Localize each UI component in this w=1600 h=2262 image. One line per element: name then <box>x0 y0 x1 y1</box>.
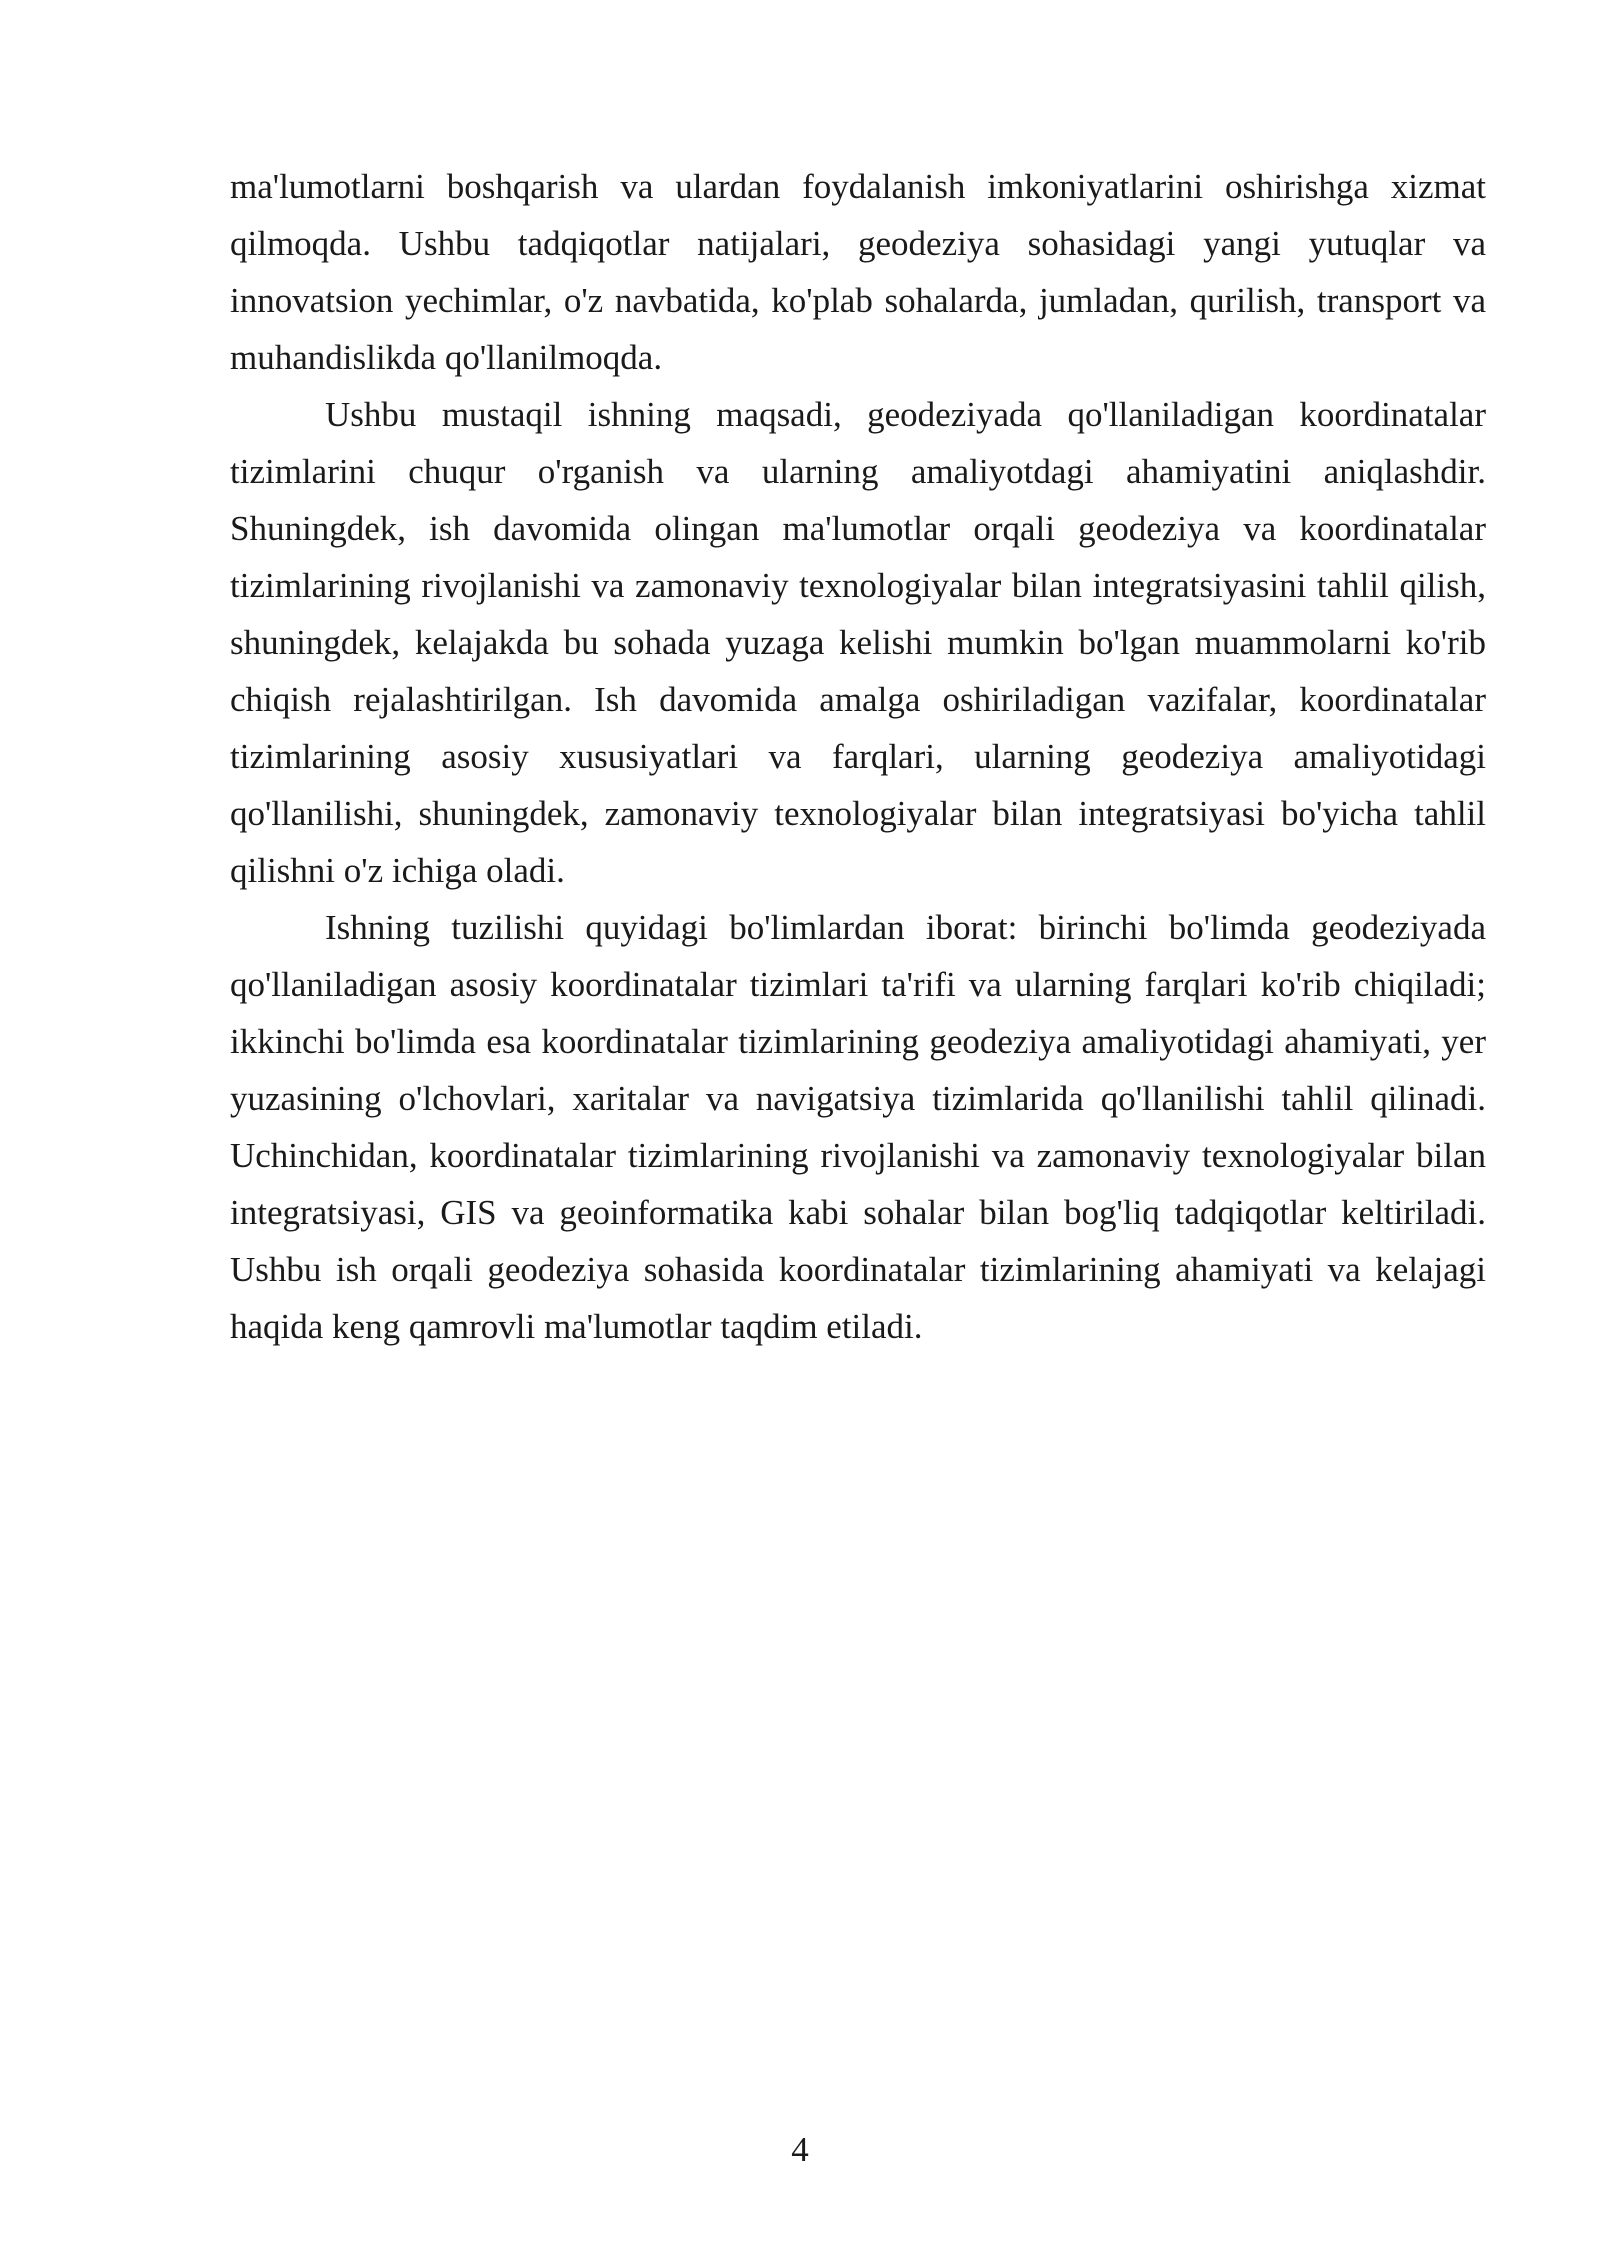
page-number: 4 <box>791 2130 809 2169</box>
paragraph-structure: Ishning tuzilishi quyidagi bo'limlardan iborat: birinchi bo'limda geodeziyada qo'llaniladigan asosiy koordinatalar tizimlari ta'rifi va ularning farqlari ko'rib chiqiladi; ikkinchi bo'limda esa koordinatalar tizimlarining geodeziya amaliyotidagi ahamiyati, yer yuzasining o'lchovlari, xaritalar va navigatsiya tizimlarida qo'llanilishi tahlil qilinadi. Uchinchidan, koordinatalar tizimlarining rivojlanishi va zamonaviy texnologiyalar bilan integratsiyasi, GIS va geoinformatika kabi sohalar bilan bog'liq tadqiqotlar keltiriladi. Ushbu ish orqali geodeziya sohasida koordinatalar tizimlarining ahamiyati va kelajagi haqida keng qamrovli ma'lumotlar taqdim etiladi. <box>230 908 1486 1346</box>
body-text <box>230 158 1486 1355</box>
paragraph-continuation: ma'lumotlarni boshqarish va ulardan foydalanish imkoniyatlarini oshirishga xizmat qilmoqda. Ushbu tadqiqotlar natijalari, geodeziya sohasidagi yangi yutuqlar va innovatsion yechimlar, o'z navbatida, ko'plab sohalarda, jumladan, qurilish, transport va muhandislikda qo'llanilmoqda. <box>230 167 1486 377</box>
paragraph-purpose: Ushbu mustaqil ishning maqsadi, geodeziyada qo'llaniladigan koordinatalar tizimlarini chuqur o'rganish va ularning amaliyotdagi ahamiyatini aniqlashdir. Shuningdek, ish davomida olingan ma'lumotlar orqali geodeziya va koordinatalar tizimlarining rivojlanishi va zamonaviy texnologiyalar bilan integratsiyasini tahlil qilish, shuningdek, kelajakda bu sohada yuzaga kelishi mumkin bo'lgan muammolarni ko'rib chiqish rejalashtirilgan. Ish davomida amalga oshiriladigan vazifalar, koordinatalar tizimlarining asosiy xususiyatlari va farqlari, ularning geodeziya amaliyotidagi qo'llanilishi, shuningdek, zamonaviy texnologiyalar bilan integratsiyasi bo'yicha tahlil qilishni o'z ichiga oladi. <box>230 395 1486 890</box>
